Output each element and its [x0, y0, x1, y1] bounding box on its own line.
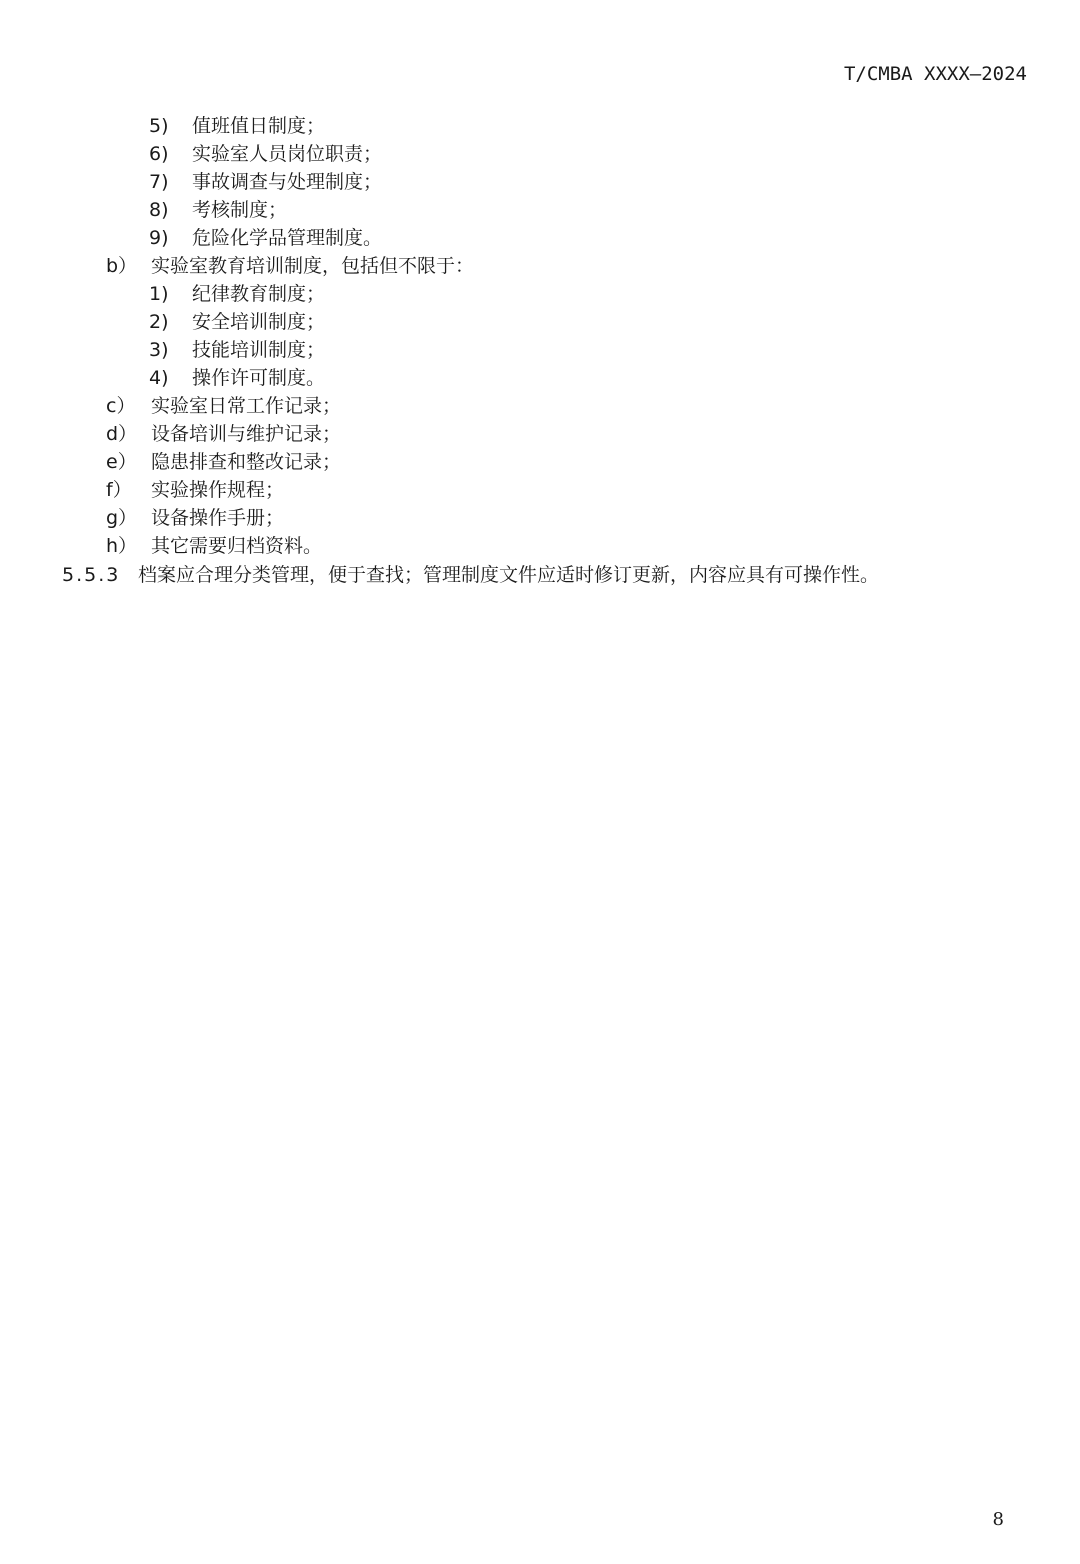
- list-item-text: 设备操作手册；: [151, 507, 285, 529]
- list-item: [149, 140, 382, 168]
- list-item-text: 实验室教育培训制度，包括但不限于：: [151, 255, 475, 277]
- list-item-marker: b）: [106, 255, 138, 277]
- list-item: [106, 504, 284, 532]
- list-item-text: 技能培训制度；: [192, 339, 326, 361]
- list-item-marker: 9): [149, 227, 169, 249]
- list-item-text: 考核制度；: [192, 199, 288, 221]
- list-item-marker: g）: [106, 507, 138, 529]
- list-item: [106, 448, 341, 476]
- list-item-marker: 8): [149, 199, 169, 221]
- document-code: T/CMBA XXXX—2024: [843, 63, 1027, 85]
- list-item: [149, 224, 382, 252]
- list-item: [149, 336, 325, 364]
- list-item-text: 隐患排查和整改记录；: [151, 451, 342, 473]
- list-item-text: 危险化学品管理制度。: [192, 227, 383, 249]
- list-item-text: 纪律教育制度；: [192, 283, 326, 305]
- list-item-text: 安全培训制度；: [192, 311, 326, 333]
- list-item: [149, 112, 325, 140]
- list-item-marker: h）: [106, 535, 138, 557]
- list-item-marker: 2): [149, 311, 169, 333]
- list-item-marker: 3): [149, 339, 169, 361]
- list-item: [149, 168, 382, 196]
- list-item-text: 操作许可制度。: [192, 367, 326, 389]
- page-number: 8: [992, 1509, 1004, 1530]
- list-item: [106, 252, 474, 280]
- list-item-marker: 5): [149, 115, 169, 137]
- list-item-text: 值班值日制度；: [192, 115, 326, 137]
- list-item-marker: 4): [149, 367, 169, 389]
- list-item: [149, 364, 325, 392]
- list-item-marker: 6): [149, 143, 169, 165]
- list-item: [106, 476, 284, 504]
- list-item-marker: 1): [149, 283, 169, 305]
- list-item-marker: e）: [106, 451, 137, 473]
- list-item-text: 实验操作规程；: [151, 479, 285, 501]
- list-item-marker: c）: [106, 395, 136, 417]
- list-item-text: 设备培训与维护记录；: [151, 423, 342, 445]
- clause-5-5-3: [62, 561, 879, 589]
- list-item: [149, 308, 325, 336]
- list-item: [106, 420, 341, 448]
- list-item-marker: 7): [149, 171, 169, 193]
- list-item-text: 实验室人员岗位职责；: [192, 143, 383, 165]
- list-item-text: 实验室日常工作记录；: [151, 395, 342, 417]
- list-item: [149, 280, 325, 308]
- list-item-marker: d）: [106, 423, 138, 445]
- list-item: [149, 196, 287, 224]
- list-item-text: 其它需要归档资料。: [151, 535, 323, 557]
- list-item: [106, 532, 322, 560]
- clause-number: 5.5.3: [62, 564, 121, 586]
- list-item: [106, 392, 341, 420]
- list-item-marker: f）: [106, 479, 132, 501]
- clause-text: 档案应合理分类管理，便于查找；管理制度文件应适时修订更新，内容应具有可操作性。: [138, 564, 880, 586]
- list-item-text: 事故调查与处理制度；: [192, 171, 383, 193]
